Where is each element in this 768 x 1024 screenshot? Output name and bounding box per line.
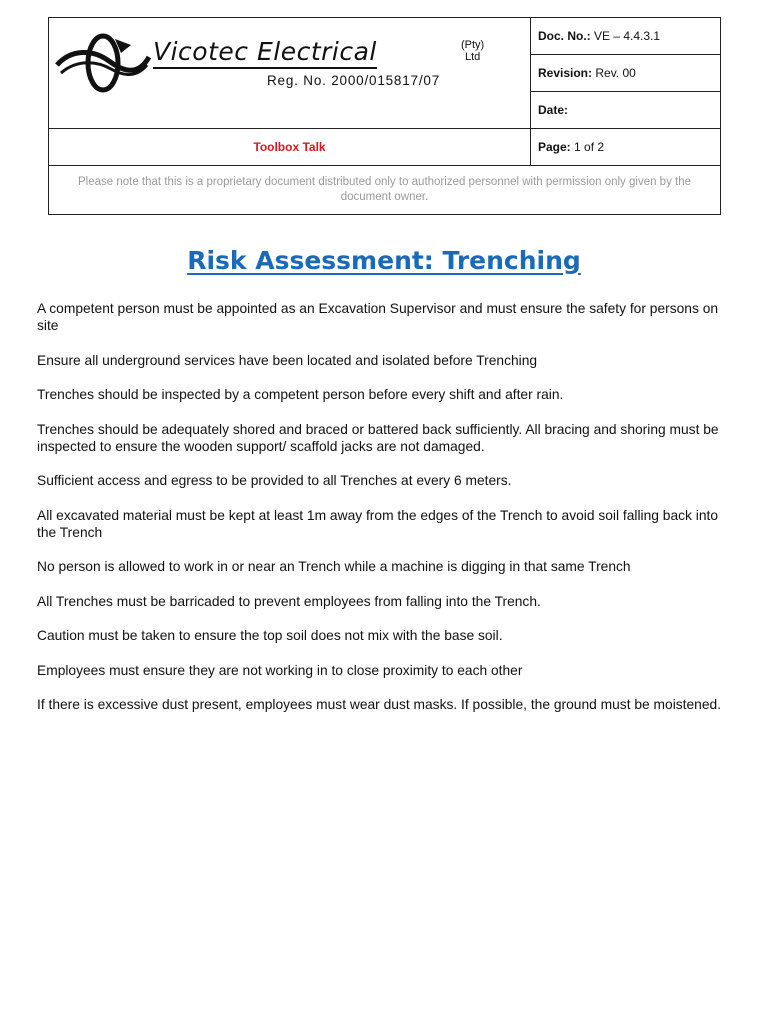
doc-no-label: Doc. No.:: [538, 29, 591, 43]
revision-label: Revision:: [538, 66, 593, 80]
paragraph: Trenches should be adequately shored and braced or battered back sufficiently. All bracing and shoring must be inspected to ensure the wooden support/ scaffold jacks are not damaged.: [37, 421, 719, 454]
company-suffix-line2: Ltd: [464, 51, 481, 63]
company-suffix-line1: (Pty): [461, 39, 485, 51]
page-label: Page:: [538, 140, 571, 154]
paragraph: Employees must ensure they are not working in to close proximity to each other: [37, 662, 523, 678]
registration-number: Reg. No. 2000/015817/07: [267, 73, 441, 88]
page-value: 1 of 2: [574, 140, 605, 154]
document-body: [37, 300, 732, 731]
page-cell: [531, 129, 721, 166]
paragraph: If there is excessive dust present, employees must wear dust masks. If possible, the ground must be moistened.: [37, 697, 722, 712]
paragraph: Ensure all underground services have been located and isolated before Trenching: [37, 352, 538, 368]
page-title: [0, 246, 768, 275]
page-title-text: Risk Assessment: Trenching: [187, 246, 581, 275]
paragraph: All excavated material must be kept at least 1m away from the edges of the Trench to avoid soil falling back into the Trench: [37, 507, 718, 540]
document-header-table: [48, 17, 721, 215]
revision-value: Rev. 00: [595, 66, 636, 80]
doc-no-value: VE – 4.4.3.1: [594, 29, 661, 43]
paragraph: No person is allowed to work in or near an Trench while a machine is digging in that same Trench: [37, 559, 631, 574]
company-name: Vicotec Electrical: [153, 37, 377, 69]
revision-cell: [531, 55, 721, 92]
company-logo: [49, 19, 530, 127]
company-suffix: [461, 39, 484, 63]
paragraph: Sufficient access and egress to be provided to all Trenches at every 6 meters.: [37, 473, 512, 488]
date-label: Date:: [538, 103, 569, 117]
paragraph: All Trenches must be barricaded to prevent employees from falling into the Trench.: [37, 593, 541, 609]
proprietary-notice: Please note that this is a proprietary document distributed only to authorized personnel with permission only given by the document owner.: [49, 166, 721, 215]
doc-no-cell: [531, 18, 721, 55]
logo-cell: [49, 18, 531, 129]
toolbox-talk-label: Toolbox Talk: [49, 129, 531, 166]
date-cell: [531, 92, 721, 129]
paragraph: Trenches should be inspected by a competent person before every shift and after rain.: [37, 387, 564, 402]
paragraph: A competent person must be appointed as an Excavation Supervisor and must ensure the safety for persons on site: [37, 301, 719, 333]
vicotec-swirl-logo-icon: [53, 27, 153, 99]
paragraph: Caution must be taken to ensure the top soil does not mix with the base soil.: [37, 628, 503, 643]
